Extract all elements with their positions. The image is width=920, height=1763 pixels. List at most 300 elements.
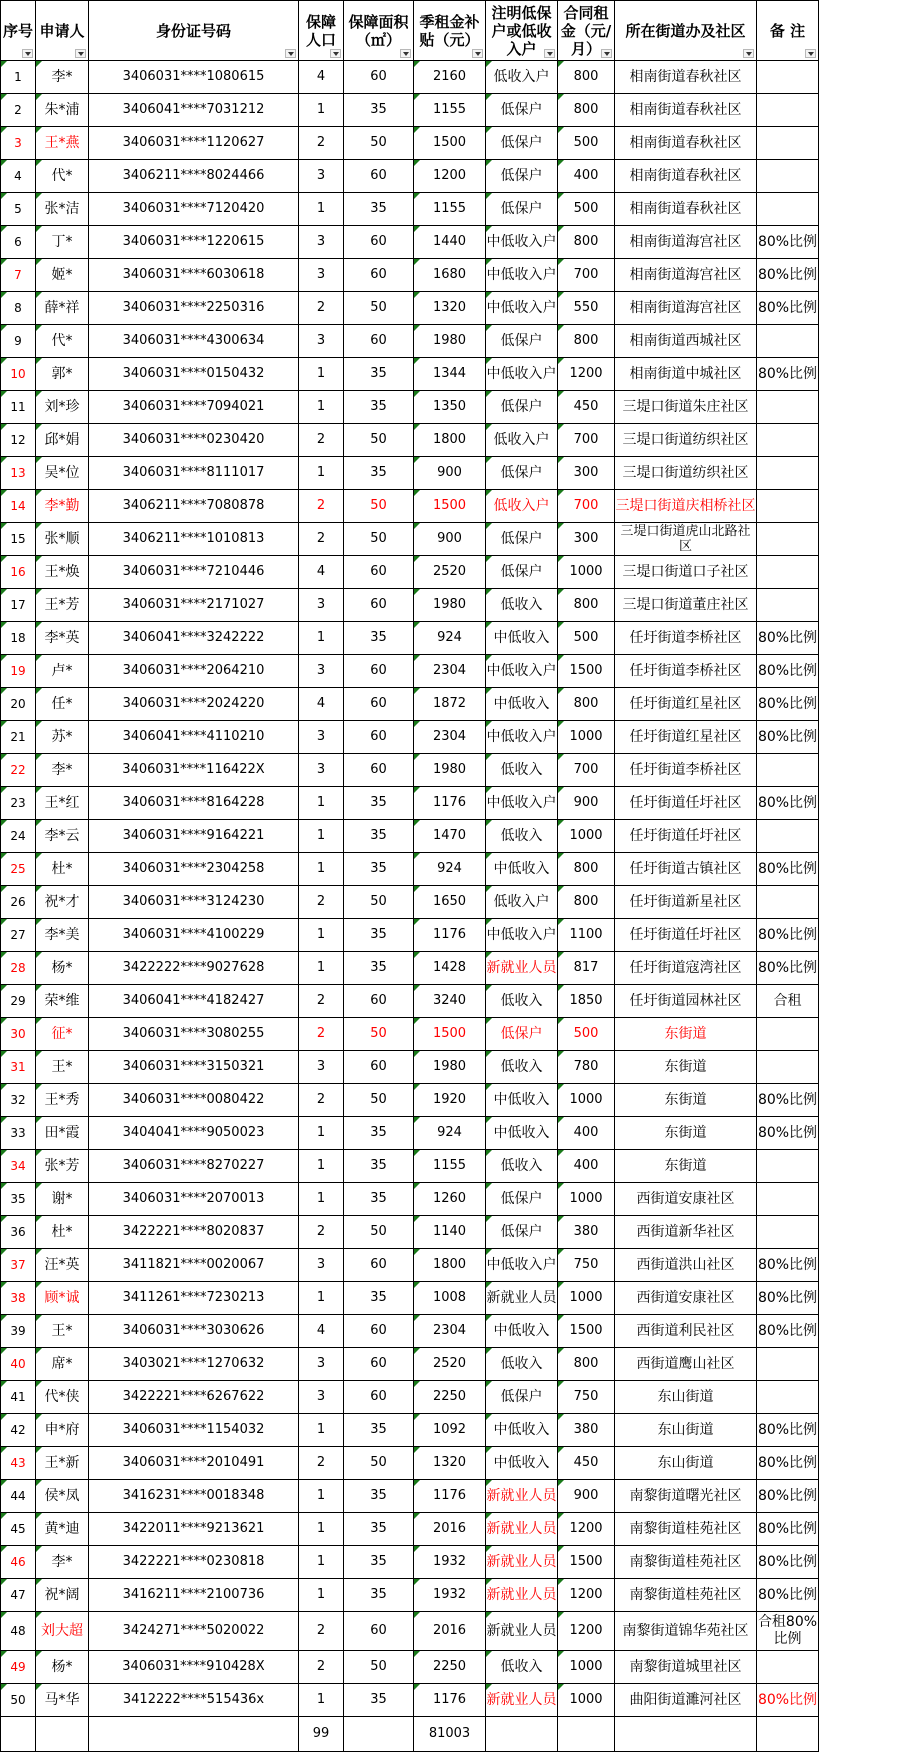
cell-seq[interactable]: 44: [1, 1480, 36, 1513]
cell-community[interactable]: 三堤口街道董庄社区: [615, 589, 757, 622]
cell-seq[interactable]: 48: [1, 1612, 36, 1651]
cell-seq[interactable]: 46: [1, 1546, 36, 1579]
cell-people[interactable]: 2: [299, 127, 344, 160]
cell-id-number[interactable]: 3406031****1220615: [89, 226, 299, 259]
header-household-type[interactable]: 注明低保户或低收入户: [486, 1, 558, 61]
cell-household-type[interactable]: 中低收入: [486, 1315, 558, 1348]
cell-rent[interactable]: 800: [558, 94, 615, 127]
cell-area[interactable]: 50: [344, 490, 414, 523]
cell-applicant[interactable]: 李*美: [36, 919, 89, 952]
cell-area[interactable]: 60: [344, 556, 414, 589]
cell-people[interactable]: 2: [299, 490, 344, 523]
cell-community[interactable]: 相南街道春秋社区: [615, 160, 757, 193]
cell-people[interactable]: 4: [299, 556, 344, 589]
cell-subsidy[interactable]: 1176: [414, 919, 486, 952]
cell-note[interactable]: 80%比例: [757, 622, 819, 655]
cell-id-number[interactable]: 3406031****2024220: [89, 688, 299, 721]
cell-area[interactable]: 35: [344, 1414, 414, 1447]
cell-rent[interactable]: 300: [558, 523, 615, 556]
cell-rent[interactable]: 900: [558, 1480, 615, 1513]
cell-applicant[interactable]: 卢*: [36, 655, 89, 688]
cell-subsidy[interactable]: 1680: [414, 259, 486, 292]
cell-people[interactable]: 3: [299, 1381, 344, 1414]
cell-id-number[interactable]: 3406041****4182427: [89, 985, 299, 1018]
cell-community[interactable]: 相南街道春秋社区: [615, 94, 757, 127]
cell-people[interactable]: 2: [299, 1447, 344, 1480]
cell-community[interactable]: 东山街道: [615, 1381, 757, 1414]
cell-rent[interactable]: 1100: [558, 919, 615, 952]
cell-subsidy[interactable]: 2016: [414, 1612, 486, 1651]
cell-applicant[interactable]: 任*: [36, 688, 89, 721]
cell-note[interactable]: 80%比例: [757, 1315, 819, 1348]
cell-id-number[interactable]: 3406031****7120420: [89, 193, 299, 226]
cell-note[interactable]: 80%比例: [757, 1447, 819, 1480]
cell-community[interactable]: 任圩街道寇湾社区: [615, 952, 757, 985]
cell-applicant[interactable]: 张*洁: [36, 193, 89, 226]
cell-community[interactable]: 南黎街道城里社区: [615, 1651, 757, 1684]
cell-subsidy[interactable]: 1350: [414, 391, 486, 424]
cell-note[interactable]: 80%比例: [757, 1546, 819, 1579]
cell-seq[interactable]: 10: [1, 358, 36, 391]
filter-dropdown-icon[interactable]: [601, 49, 612, 58]
header-area[interactable]: 保障面积（㎡）: [344, 1, 414, 61]
cell-id-number[interactable]: 3406031****3080255: [89, 1018, 299, 1051]
cell-applicant[interactable]: 席*: [36, 1348, 89, 1381]
cell-id-number[interactable]: 3422011****9213621: [89, 1513, 299, 1546]
cell-household-type[interactable]: 中低收入户: [486, 226, 558, 259]
cell-people[interactable]: 2: [299, 886, 344, 919]
cell-rent[interactable]: 500: [558, 622, 615, 655]
cell-seq[interactable]: 36: [1, 1216, 36, 1249]
cell-note[interactable]: [757, 523, 819, 556]
cell-rent[interactable]: 1200: [558, 1513, 615, 1546]
cell-household-type[interactable]: 中低收入户: [486, 655, 558, 688]
cell-seq[interactable]: 18: [1, 622, 36, 655]
cell-note[interactable]: [757, 94, 819, 127]
cell-people[interactable]: 2: [299, 1651, 344, 1684]
cell-people[interactable]: 2: [299, 292, 344, 325]
cell-household-type[interactable]: 中低收入户: [486, 358, 558, 391]
cell-applicant[interactable]: 邱*娟: [36, 424, 89, 457]
cell-people[interactable]: 1: [299, 457, 344, 490]
cell-note[interactable]: 80%比例: [757, 226, 819, 259]
cell-seq[interactable]: 40: [1, 1348, 36, 1381]
cell-community[interactable]: 西街道利民社区: [615, 1315, 757, 1348]
cell-note[interactable]: [757, 754, 819, 787]
cell-household-type[interactable]: 低保户: [486, 127, 558, 160]
cell-household-type[interactable]: 低收入: [486, 1051, 558, 1084]
cell-community[interactable]: 任圩街道李桥社区: [615, 622, 757, 655]
cell-id-number[interactable]: 3406031****116422X: [89, 754, 299, 787]
cell-community[interactable]: 相南街道春秋社区: [615, 127, 757, 160]
cell-applicant[interactable]: 谢*: [36, 1183, 89, 1216]
cell-seq[interactable]: 27: [1, 919, 36, 952]
cell-seq[interactable]: 37: [1, 1249, 36, 1282]
cell-subsidy[interactable]: 1650: [414, 886, 486, 919]
cell-id-number[interactable]: 3406031****2070013: [89, 1183, 299, 1216]
cell-note[interactable]: 80%比例: [757, 688, 819, 721]
cell-applicant[interactable]: 苏*: [36, 721, 89, 754]
cell-note[interactable]: [757, 1216, 819, 1249]
cell-household-type[interactable]: 新就业人员: [486, 952, 558, 985]
cell-people[interactable]: 2: [299, 1216, 344, 1249]
cell-household-type[interactable]: 新就业人员: [486, 1546, 558, 1579]
header-seq[interactable]: 序号: [1, 1, 36, 61]
cell-note[interactable]: 80%比例: [757, 292, 819, 325]
cell-subsidy[interactable]: 1932: [414, 1546, 486, 1579]
cell-seq[interactable]: 2: [1, 94, 36, 127]
cell-applicant[interactable]: 代*: [36, 325, 89, 358]
cell-note[interactable]: 80%比例: [757, 1684, 819, 1717]
cell-id-number[interactable]: 3406031****7094021: [89, 391, 299, 424]
cell-id-number[interactable]: 3406031****910428X: [89, 1651, 299, 1684]
cell-id-number[interactable]: 3416211****2100736: [89, 1579, 299, 1612]
cell-household-type[interactable]: 低保户: [486, 193, 558, 226]
cell-id-number[interactable]: 3406031****2304258: [89, 853, 299, 886]
cell-applicant[interactable]: 郭*: [36, 358, 89, 391]
cell-subsidy[interactable]: 1320: [414, 292, 486, 325]
cell-subsidy[interactable]: 1008: [414, 1282, 486, 1315]
cell-rent[interactable]: 1000: [558, 721, 615, 754]
cell-rent[interactable]: 1000: [558, 820, 615, 853]
cell-seq[interactable]: 20: [1, 688, 36, 721]
cell-note[interactable]: [757, 886, 819, 919]
total-people[interactable]: 99: [299, 1717, 344, 1752]
cell-people[interactable]: 2: [299, 523, 344, 556]
cell-id-number[interactable]: 3406041****4110210: [89, 721, 299, 754]
cell-seq[interactable]: 23: [1, 787, 36, 820]
cell-note[interactable]: 80%比例: [757, 919, 819, 952]
cell-people[interactable]: 1: [299, 358, 344, 391]
cell-seq[interactable]: 50: [1, 1684, 36, 1717]
cell-rent[interactable]: 500: [558, 1018, 615, 1051]
cell-applicant[interactable]: 侯*凤: [36, 1480, 89, 1513]
cell-id-number[interactable]: 3406041****3242222: [89, 622, 299, 655]
cell-rent[interactable]: 450: [558, 391, 615, 424]
cell-note[interactable]: [757, 556, 819, 589]
cell-community[interactable]: 东山街道: [615, 1414, 757, 1447]
cell-people[interactable]: 1: [299, 1183, 344, 1216]
cell-subsidy[interactable]: 1500: [414, 1018, 486, 1051]
cell-seq[interactable]: 22: [1, 754, 36, 787]
cell-subsidy[interactable]: 1980: [414, 1051, 486, 1084]
cell-note[interactable]: [757, 61, 819, 94]
cell-applicant[interactable]: 刘大超: [36, 1612, 89, 1651]
cell-subsidy[interactable]: 1176: [414, 1684, 486, 1717]
cell-seq[interactable]: 15: [1, 523, 36, 556]
cell-seq[interactable]: 7: [1, 259, 36, 292]
cell-household-type[interactable]: 中低收入: [486, 622, 558, 655]
cell-people[interactable]: 1: [299, 1117, 344, 1150]
header-id-number[interactable]: 身份证号码: [89, 1, 299, 61]
filter-dropdown-icon[interactable]: [75, 49, 86, 58]
cell-id-number[interactable]: 3406031****4300634: [89, 325, 299, 358]
cell-rent[interactable]: 1500: [558, 1546, 615, 1579]
cell-rent[interactable]: 550: [558, 292, 615, 325]
cell-applicant[interactable]: 顾*诚: [36, 1282, 89, 1315]
cell-subsidy[interactable]: 924: [414, 1117, 486, 1150]
cell-seq[interactable]: 5: [1, 193, 36, 226]
cell-household-type[interactable]: 低收入: [486, 1150, 558, 1183]
cell-applicant[interactable]: 王*: [36, 1315, 89, 1348]
cell-note[interactable]: 合租: [757, 985, 819, 1018]
cell-area[interactable]: 35: [344, 1183, 414, 1216]
cell-applicant[interactable]: 田*霞: [36, 1117, 89, 1150]
cell-household-type[interactable]: 低保户: [486, 391, 558, 424]
cell-area[interactable]: 50: [344, 886, 414, 919]
cell-household-type[interactable]: 新就业人员: [486, 1612, 558, 1651]
cell-seq[interactable]: 26: [1, 886, 36, 919]
cell-applicant[interactable]: 杨*: [36, 1651, 89, 1684]
cell-subsidy[interactable]: 1428: [414, 952, 486, 985]
cell-note[interactable]: 80%比例: [757, 787, 819, 820]
cell-people[interactable]: 1: [299, 391, 344, 424]
cell-id-number[interactable]: 3406031****7210446: [89, 556, 299, 589]
cell-id-number[interactable]: 3422221****0230818: [89, 1546, 299, 1579]
cell-seq[interactable]: 29: [1, 985, 36, 1018]
cell-community[interactable]: 相南街道海宫社区: [615, 259, 757, 292]
cell-seq[interactable]: 25: [1, 853, 36, 886]
cell-id-number[interactable]: 3406031****2010491: [89, 1447, 299, 1480]
cell-applicant[interactable]: 李*: [36, 754, 89, 787]
cell-area[interactable]: 50: [344, 1447, 414, 1480]
cell-id-number[interactable]: 3406211****7080878: [89, 490, 299, 523]
total-subsidy[interactable]: 81003: [414, 1717, 486, 1752]
cell-seq[interactable]: 30: [1, 1018, 36, 1051]
cell-note[interactable]: 80%比例: [757, 1084, 819, 1117]
header-applicant[interactable]: 申请人: [36, 1, 89, 61]
filter-dropdown-icon[interactable]: [544, 49, 555, 58]
cell-area[interactable]: 60: [344, 754, 414, 787]
cell-seq[interactable]: 4: [1, 160, 36, 193]
filter-dropdown-icon[interactable]: [743, 49, 754, 58]
cell-area[interactable]: 35: [344, 94, 414, 127]
cell-household-type[interactable]: 中低收入户: [486, 721, 558, 754]
cell-area[interactable]: 60: [344, 1381, 414, 1414]
cell-community[interactable]: 东街道: [615, 1117, 757, 1150]
cell-community[interactable]: 三堤口街道口子社区: [615, 556, 757, 589]
cell-people[interactable]: 1: [299, 787, 344, 820]
cell-rent[interactable]: 800: [558, 688, 615, 721]
cell-applicant[interactable]: 王*燕: [36, 127, 89, 160]
cell-seq[interactable]: 49: [1, 1651, 36, 1684]
cell-people[interactable]: 3: [299, 259, 344, 292]
cell-area[interactable]: 35: [344, 1513, 414, 1546]
cell-note[interactable]: [757, 1183, 819, 1216]
cell-id-number[interactable]: 3406031****0150432: [89, 358, 299, 391]
cell-note[interactable]: 80%比例: [757, 1414, 819, 1447]
cell-rent[interactable]: 800: [558, 853, 615, 886]
cell-rent[interactable]: 1500: [558, 1315, 615, 1348]
cell-area[interactable]: 60: [344, 61, 414, 94]
cell-area[interactable]: 50: [344, 1651, 414, 1684]
cell-applicant[interactable]: 李*: [36, 1546, 89, 1579]
cell-id-number[interactable]: 3406211****1010813: [89, 523, 299, 556]
cell-applicant[interactable]: 杨*: [36, 952, 89, 985]
cell-subsidy[interactable]: 1980: [414, 754, 486, 787]
cell-subsidy[interactable]: 1176: [414, 787, 486, 820]
cell-id-number[interactable]: 3406031****6030618: [89, 259, 299, 292]
cell-people[interactable]: 1: [299, 193, 344, 226]
cell-area[interactable]: 35: [344, 853, 414, 886]
cell-people[interactable]: 1: [299, 919, 344, 952]
cell-people[interactable]: 1: [299, 853, 344, 886]
cell-area[interactable]: 50: [344, 523, 414, 556]
cell-community[interactable]: 东山街道: [615, 1447, 757, 1480]
cell-seq[interactable]: 13: [1, 457, 36, 490]
cell-community[interactable]: 任圩街道李桥社区: [615, 754, 757, 787]
cell-note[interactable]: 80%比例: [757, 259, 819, 292]
cell-community[interactable]: 南黎街道锦华苑社区: [615, 1612, 757, 1651]
cell-note[interactable]: [757, 391, 819, 424]
cell-household-type[interactable]: 中低收入: [486, 1117, 558, 1150]
cell-applicant[interactable]: 张*顺: [36, 523, 89, 556]
cell-community[interactable]: 南黎街道桂苑社区: [615, 1546, 757, 1579]
cell-id-number[interactable]: 3422221****8020837: [89, 1216, 299, 1249]
cell-rent[interactable]: 1000: [558, 1282, 615, 1315]
cell-rent[interactable]: 1000: [558, 1084, 615, 1117]
cell-household-type[interactable]: 新就业人员: [486, 1282, 558, 1315]
cell-community[interactable]: 西街道洪山社区: [615, 1249, 757, 1282]
cell-household-type[interactable]: 低收入户: [486, 490, 558, 523]
cell-subsidy[interactable]: 900: [414, 457, 486, 490]
filter-dropdown-icon[interactable]: [285, 49, 296, 58]
cell-community[interactable]: 东街道: [615, 1084, 757, 1117]
cell-seq[interactable]: 21: [1, 721, 36, 754]
cell-area[interactable]: 35: [344, 820, 414, 853]
cell-rent[interactable]: 300: [558, 457, 615, 490]
cell-household-type[interactable]: 低收入: [486, 1651, 558, 1684]
cell-community[interactable]: 曲阳街道濉河社区: [615, 1684, 757, 1717]
cell-rent[interactable]: 1000: [558, 1684, 615, 1717]
cell-id-number[interactable]: 3406031****1080615: [89, 61, 299, 94]
cell-community[interactable]: 相南街道中城社区: [615, 358, 757, 391]
cell-note[interactable]: [757, 820, 819, 853]
cell-seq[interactable]: 12: [1, 424, 36, 457]
cell-area[interactable]: 60: [344, 985, 414, 1018]
cell-id-number[interactable]: 3403021****1270632: [89, 1348, 299, 1381]
cell-rent[interactable]: 450: [558, 1447, 615, 1480]
cell-note[interactable]: 80%比例: [757, 853, 819, 886]
cell-id-number[interactable]: 3406031****8111017: [89, 457, 299, 490]
filter-dropdown-icon[interactable]: [805, 49, 816, 58]
cell-area[interactable]: 60: [344, 1612, 414, 1651]
cell-area[interactable]: 60: [344, 589, 414, 622]
cell-applicant[interactable]: 李*英: [36, 622, 89, 655]
cell-rent[interactable]: 800: [558, 226, 615, 259]
cell-applicant[interactable]: 黄*迪: [36, 1513, 89, 1546]
cell-area[interactable]: 50: [344, 127, 414, 160]
cell-note[interactable]: 80%比例: [757, 1513, 819, 1546]
cell-note[interactable]: [757, 490, 819, 523]
cell-household-type[interactable]: 低收入户: [486, 886, 558, 919]
cell-subsidy[interactable]: 1980: [414, 325, 486, 358]
cell-community[interactable]: 西街道安康社区: [615, 1282, 757, 1315]
cell-applicant[interactable]: 王*红: [36, 787, 89, 820]
cell-seq[interactable]: 1: [1, 61, 36, 94]
cell-community[interactable]: 三堤口街道朱庄社区: [615, 391, 757, 424]
cell-rent[interactable]: 750: [558, 1249, 615, 1282]
cell-community[interactable]: 西街道鹰山社区: [615, 1348, 757, 1381]
cell-area[interactable]: 50: [344, 292, 414, 325]
cell-note[interactable]: 80%比例: [757, 655, 819, 688]
cell-id-number[interactable]: 3406041****7031212: [89, 94, 299, 127]
cell-id-number[interactable]: 3406031****0080422: [89, 1084, 299, 1117]
total-cell-empty[interactable]: [615, 1717, 757, 1752]
cell-people[interactable]: 1: [299, 1414, 344, 1447]
cell-seq[interactable]: 45: [1, 1513, 36, 1546]
cell-applicant[interactable]: 汪*英: [36, 1249, 89, 1282]
cell-note[interactable]: 80%比例: [757, 358, 819, 391]
cell-community[interactable]: 相南街道海宫社区: [615, 292, 757, 325]
cell-household-type[interactable]: 低保户: [486, 94, 558, 127]
cell-id-number[interactable]: 3406031****1154032: [89, 1414, 299, 1447]
cell-seq[interactable]: 34: [1, 1150, 36, 1183]
cell-note[interactable]: 合租80%比例: [757, 1612, 819, 1651]
cell-rent[interactable]: 800: [558, 325, 615, 358]
filter-dropdown-icon[interactable]: [330, 49, 341, 58]
cell-household-type[interactable]: 低保户: [486, 556, 558, 589]
cell-applicant[interactable]: 薛*祥: [36, 292, 89, 325]
cell-area[interactable]: 35: [344, 952, 414, 985]
cell-area[interactable]: 50: [344, 1216, 414, 1249]
cell-community[interactable]: 任圩街道古镇社区: [615, 853, 757, 886]
cell-people[interactable]: 3: [299, 754, 344, 787]
cell-applicant[interactable]: 杜*: [36, 853, 89, 886]
cell-applicant[interactable]: 王*焕: [36, 556, 89, 589]
cell-applicant[interactable]: 王*秀: [36, 1084, 89, 1117]
cell-seq[interactable]: 11: [1, 391, 36, 424]
cell-subsidy[interactable]: 1470: [414, 820, 486, 853]
cell-community[interactable]: 南黎街道曙光社区: [615, 1480, 757, 1513]
cell-rent[interactable]: 1850: [558, 985, 615, 1018]
cell-id-number[interactable]: 3406031****2064210: [89, 655, 299, 688]
cell-seq[interactable]: 42: [1, 1414, 36, 1447]
cell-rent[interactable]: 1200: [558, 1612, 615, 1651]
cell-people[interactable]: 1: [299, 94, 344, 127]
total-cell-empty[interactable]: [344, 1717, 414, 1752]
cell-subsidy[interactable]: 2250: [414, 1381, 486, 1414]
cell-area[interactable]: 60: [344, 1249, 414, 1282]
cell-rent[interactable]: 1000: [558, 1651, 615, 1684]
filter-dropdown-icon[interactable]: [22, 49, 33, 58]
cell-household-type[interactable]: 中低收入: [486, 1084, 558, 1117]
cell-household-type[interactable]: 低收入: [486, 820, 558, 853]
cell-rent[interactable]: 780: [558, 1051, 615, 1084]
cell-community[interactable]: 任圩街道红星社区: [615, 721, 757, 754]
total-cell-empty[interactable]: [89, 1717, 299, 1752]
cell-community[interactable]: 相南街道海宫社区: [615, 226, 757, 259]
cell-seq[interactable]: 32: [1, 1084, 36, 1117]
cell-applicant[interactable]: 代*: [36, 160, 89, 193]
cell-rent[interactable]: 500: [558, 193, 615, 226]
cell-note[interactable]: [757, 127, 819, 160]
cell-rent[interactable]: 380: [558, 1414, 615, 1447]
cell-subsidy[interactable]: 1176: [414, 1480, 486, 1513]
cell-seq[interactable]: 14: [1, 490, 36, 523]
cell-seq[interactable]: 39: [1, 1315, 36, 1348]
cell-subsidy[interactable]: 1155: [414, 94, 486, 127]
cell-applicant[interactable]: 吴*位: [36, 457, 89, 490]
cell-household-type[interactable]: 低收入: [486, 1348, 558, 1381]
cell-community[interactable]: 任圩街道园林社区: [615, 985, 757, 1018]
cell-area[interactable]: 35: [344, 1282, 414, 1315]
header-community[interactable]: 所在街道办及社区: [615, 1, 757, 61]
cell-household-type[interactable]: 中低收入: [486, 1414, 558, 1447]
cell-seq[interactable]: 38: [1, 1282, 36, 1315]
cell-area[interactable]: 60: [344, 325, 414, 358]
cell-seq[interactable]: 9: [1, 325, 36, 358]
